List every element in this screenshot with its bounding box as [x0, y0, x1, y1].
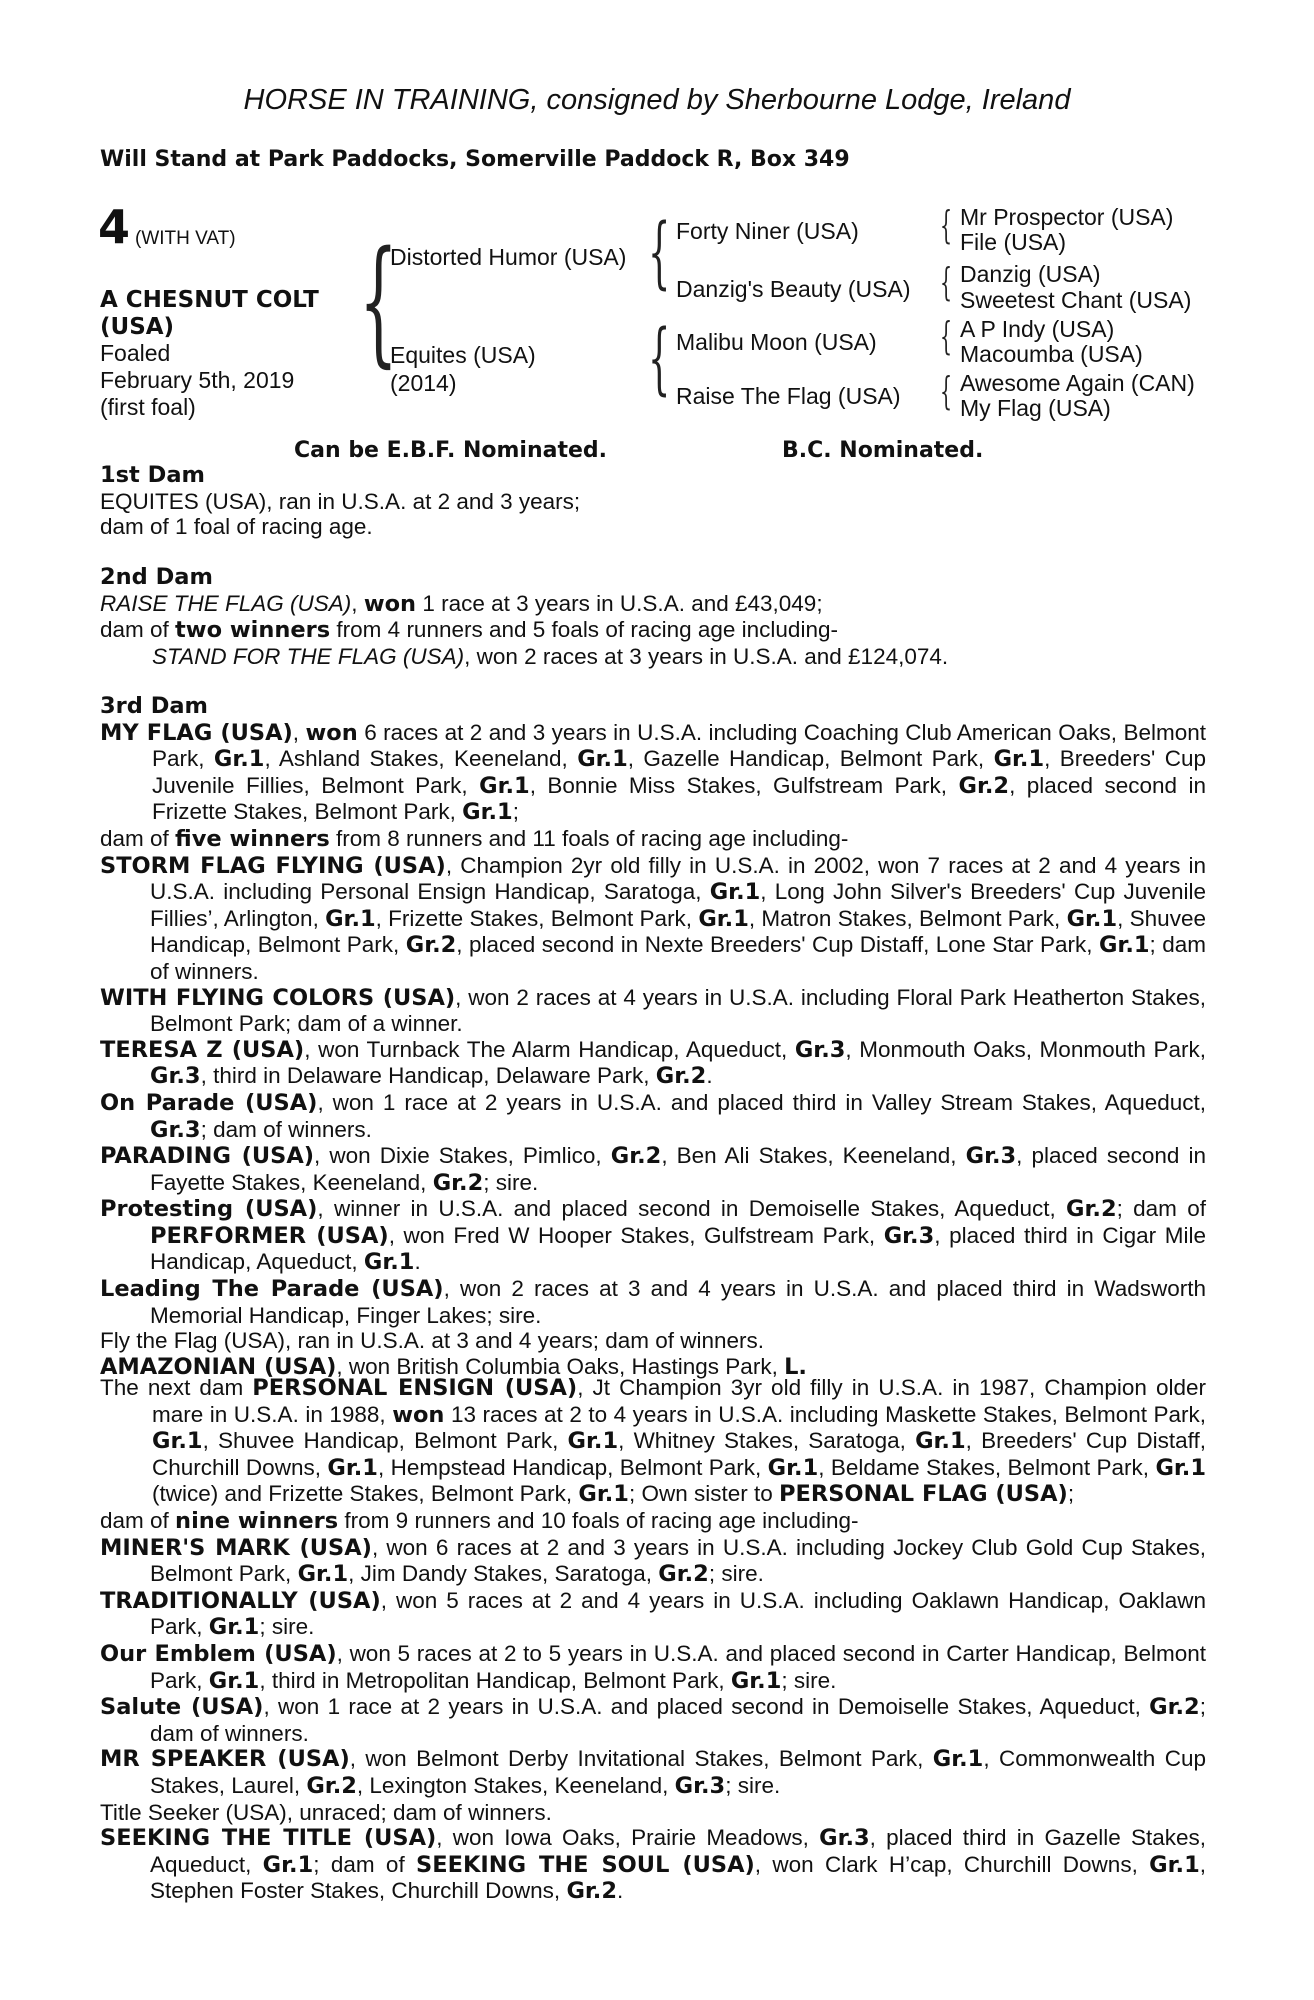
next-dam-entry: The next dam PERSONAL ENSIGN (USA), Jt Champion 3yr old filly in U.S.A. in 1987, Champion older mare in U.S.A. in 1988, won 13 races at 2 to 4 years in U.S.A. including Maskette Stakes, Belmont Park, Gr.1, Shuvee Handicap, Belmont Park, Gr.1, Whitney Stakes, Saratoga, Gr.1, Breeders' Cup Distaff, Churchill Downs, Gr.1, Hempstead Handicap, Belmont Park, Gr.1, Beldame Stakes, Belmont Park, Gr.1 (twice) and Frizette Stakes, Belmont Park, Gr.1; Own sister to PERSONAL FLAG (USA);	[100, 1375, 1206, 1508]
pedigree-brace-dam: {	[648, 314, 671, 404]
pedigree-dam-year: (2014)	[390, 370, 457, 396]
pedigree-sire: Distorted Humor (USA)	[390, 244, 627, 270]
offspring-entry: MINER'S MARK (USA), won 6 races at 2 and 3 years in U.S.A. including Jockey Club Gold Cup Stakes, Belmont Park, Gr.1, Jim Dandy Stakes, Saratoga, Gr.2; sire.	[100, 1534, 1206, 1588]
pedigree-brace-dd: {	[940, 369, 953, 413]
bc-nomination: B.C. Nominated.	[782, 438, 984, 463]
vat-note: (WITH VAT)	[135, 228, 236, 249]
first-foal-note: (first foal)	[100, 394, 196, 420]
page-title: HORSE IN TRAINING, consigned by Sherbourne Lodge, Ireland	[243, 84, 1071, 116]
pedigree-ssd: File (USA)	[960, 229, 1067, 255]
grand-offspring-entry: PARADING (USA), won Dixie Stakes, Pimlico, Gr.2, Ben Ali Stakes, Keeneland, Gr.3, placed second in Fayette Stakes, Keeneland, Gr.2; sire.	[100, 1143, 1207, 1196]
offspring-entry: WITH FLYING COLORS (USA), won 2 races at 4 years in U.S.A. including Floral Park Heatherton Stakes, Belmont Park; dam of a winner.	[100, 984, 1206, 1037]
offspring-entry: Salute (USA), won 1 race at 2 years in U.S.A. and placed second in Demoiselle Stakes, Aqueduct, Gr.2; dam of winners.	[100, 1694, 1206, 1746]
pedigree-sdd: Sweetest Chant (USA)	[960, 287, 1192, 313]
second-dam-heading: 2nd Dam	[100, 564, 213, 590]
offspring-entry: Leading The Parade (USA), won 2 races at 3 and 4 years in U.S.A. and placed third in Wadsworth Memorial Handicap, Finger Lakes; sire.	[100, 1276, 1206, 1328]
first-dam-heading: 1st Dam	[100, 462, 205, 488]
pedigree-dsd: Macoumba (USA)	[960, 341, 1143, 367]
pedigree-brace-ds: {	[940, 314, 953, 358]
grand-offspring-entry: AMAZONIAN (USA), won British Columbia Oaks, Hastings Park, L.	[100, 1353, 807, 1380]
second-dam-line: RAISE THE FLAG (USA), won 1 race at 3 years in U.S.A. and £43,049;	[100, 590, 823, 617]
lot-description: A CHESNUT COLT	[100, 287, 319, 313]
third-dam-entry: MY FLAG (USA), won 6 races at 2 and 3 years in U.S.A. including Coaching Club American Oaks, Belmont Park, Gr.1, Ashland Stakes, Keeneland, Gr.1, Gazelle Handicap, Belmont Park, Gr.1, Breeders' Cup Juvenile Fillies, Belmont Park, Gr.1, Bonnie Miss Stakes, Gulfstream Park, Gr.2, placed second in Frizette Stakes, Belmont Park, Gr.1;	[100, 719, 1207, 826]
pedigree-dds: Awesome Again (CAN)	[960, 370, 1195, 396]
lot-number: 4	[98, 200, 131, 254]
first-dam-line: EQUITES (USA), ran in U.S.A. at 2 and 3 years;	[100, 488, 581, 514]
third-dam-produce-line: dam of five winners from 8 runners and 11 foals of racing age including-	[100, 825, 849, 852]
pedigree-brace-sd: {	[940, 260, 953, 304]
grand-offspring-entry: TERESA Z (USA), won Turnback The Alarm Handicap, Aqueduct, Gr.3, Monmouth Oaks, Monmouth Park, Gr.3, third in Delaware Handicap, Delaware Park, Gr.2.	[100, 1036, 1206, 1090]
pedigree-brace-sire: {	[648, 208, 671, 298]
foaled-label: Foaled	[100, 340, 171, 366]
pedigree-ds: Malibu Moon (USA)	[676, 329, 877, 355]
offspring-entry: TRADITIONALLY (USA), won 5 races at 2 and 4 years in U.S.A. including Oaklawn Handicap, Oaklawn Park, Gr.1; sire.	[100, 1587, 1206, 1641]
pedigree-ss: Forty Niner (USA)	[676, 218, 859, 244]
offspring-entry: Our Emblem (USA), won 5 races at 2 to 5 years in U.S.A. and placed second in Carter Handicap, Belmont Park, Gr.1, third in Metropolitan Handicap, Belmont Park, Gr.1; sire.	[100, 1640, 1206, 1694]
pedigree-ddd: My Flag (USA)	[960, 395, 1111, 421]
grand-offspring-entry: Protesting (USA), winner in U.S.A. and placed second in Demoiselle Stakes, Aqueduct, Gr.2; dam of PERFORMER (USA), won Fred W Hooper Stakes, Gulfstream Park, Gr.3, placed third in Cigar Mile Handicap, Aqueduct, Gr.1.	[100, 1196, 1206, 1276]
third-dam-section	[100, 694, 1206, 1380]
grand-offspring-entry: SEEKING THE TITLE (USA), won Iowa Oaks, Prairie Meadows, Gr.3, placed third in Gazelle Stakes, Aqueduct, Gr.1; dam of SEEKING THE SOUL (USA), won Clark H’cap, Churchill Downs, Gr.1, Stephen Foster Stakes, Churchill Downs, Gr.2.	[100, 1825, 1207, 1905]
third-dam-heading: 3rd Dam	[100, 693, 208, 719]
next-dam-produce-line: dam of nine winners from 9 runners and 10 foals of racing age including-	[100, 1507, 859, 1534]
first-dam-section	[100, 463, 580, 540]
foaled-date: February 5th, 2019	[100, 367, 295, 393]
grand-offspring-entry: MR SPEAKER (USA), won Belmont Derby Invitational Stakes, Belmont Park, Gr.1, Commonwealth Cup Stakes, Laurel, Gr.2, Lexington Stakes, Keeneland, Gr.3; sire.	[100, 1746, 1206, 1799]
pedigree-sd: Danzig's Beauty (USA)	[676, 276, 911, 302]
offspring-entry: On Parade (USA), won 1 race at 2 years in U.S.A. and placed third in Valley Stream Stakes, Aqueduct, Gr.3; dam of winners.	[100, 1089, 1207, 1143]
first-dam-line: dam of 1 foal of racing age.	[100, 514, 373, 540]
ebf-nomination: Can be E.B.F. Nominated.	[294, 438, 608, 463]
lot-origin: (USA)	[100, 314, 175, 340]
pedigree-brace-main: {	[359, 223, 398, 381]
second-dam-offspring: STAND FOR THE FLAG (USA), won 2 races at 3 years in U.S.A. and £124,074.	[152, 643, 949, 669]
pedigree-dam: Equites (USA)	[390, 342, 536, 368]
pedigree-dss: A P Indy (USA)	[960, 316, 1115, 342]
offspring-entry: STORM FLAG FLYING (USA), Champion 2yr old filly in U.S.A. in 2002, won 7 races at 2 and 4 years in U.S.A. including Personal Ensign Handicap, Saratoga, Gr.1, Long John Silver's Breeders' Cup Juvenile Fillies’, Arlington, Gr.1, Frizette Stakes, Belmont Park, Gr.1, Matron Stakes, Belmont Park, Gr.1, Shuvee Handicap, Belmont Park, Gr.2, placed second in Nexte Breeders' Cup Distaff, Lone Star Park, Gr.1; dam of winners.	[100, 852, 1207, 984]
offspring-entry: Title Seeker (USA), unraced; dam of winners.	[100, 1799, 552, 1825]
next-dam-section	[100, 1375, 1206, 1905]
pedigree-sds: Danzig (USA)	[960, 261, 1101, 287]
stand-location: Will Stand at Park Paddocks, Somerville Paddock R, Box 349	[100, 147, 850, 172]
pedigree-brace-ss: {	[940, 203, 953, 247]
offspring-entry: Fly the Flag (USA), ran in U.S.A. at 3 and 4 years; dam of winners.	[100, 1328, 765, 1354]
pedigree-dd: Raise The Flag (USA)	[676, 383, 901, 409]
second-dam-produce-line: dam of two winners from 4 runners and 5 foals of racing age including-	[100, 617, 838, 644]
pedigree-sss: Mr Prospector (USA)	[960, 204, 1174, 230]
second-dam-section	[100, 565, 948, 669]
